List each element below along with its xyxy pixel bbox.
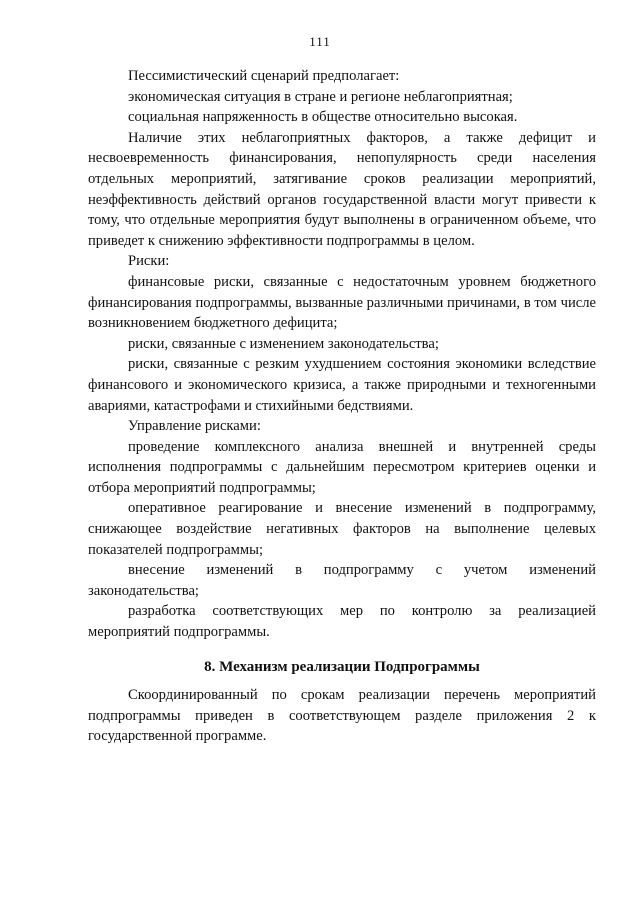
paragraph-economic-situation: экономическая ситуация в стране и регионе неблагоприятная; (128, 88, 513, 105)
document-body (88, 66, 596, 747)
paragraph-risk-management-label: Управление рисками: (128, 418, 261, 435)
paragraph-legislation-risks: риски, связанные с изменением законодательства; (128, 335, 439, 352)
paragraph-control-measures: разработка соответствующих мер по контролю за реализацией мероприятий подпрограммы. (88, 603, 596, 641)
paragraph-legislation-changes: внесение изменений в подпрограмму с учетом изменений законодательства; (88, 562, 596, 599)
paragraph-unfavorable-factors: Наличие этих неблагоприятных факторов, а также дефицит и несвоевременность финансирования, непопулярность среди населения отдельных мероприятий, затягивание сроков реализации мероприятий, неэффективность действий органов государственной власти могут привести к тому, что отдельные мероприятия будут выполнены в ограниченном объеме, что приведет к снижению эффективности подпрограммы в целом. (88, 129, 596, 249)
paragraph-operative-response: оперативное реагирование и внесение изменений в подпрограмму, снижающее воздействие негативных факторов на выполнение целевых показателей подпрограммы; (88, 500, 596, 558)
paragraph-risks-label: Риски: (128, 253, 170, 270)
paragraph-implementation-mechanism: Скоординированный по срокам реализации перечень мероприятий подпрограммы приведен в соответствующем разделе приложения 2 к государственной программе. (88, 687, 596, 745)
paragraph-social-tension: социальная напряженность в обществе относительно высокая. (128, 109, 518, 126)
paragraph-financial-risks: финансовые риски, связанные с недостаточным уровнем бюджетного финансирования подпрограммы, вызванные различными причинами, в том числе возникновением бюджетного дефицита; (88, 273, 596, 332)
paragraph-economic-risks: риски, связанные с резким ухудшением состояния экономики вследствие финансового и экономического кризиса, а также природными и техногенными авариями, катастрофами и стихийными бедствиями. (88, 356, 596, 414)
paragraph-complex-analysis: проведение комплексного анализа внешней и внутренней среды исполнения подпрограммы с дальнейшим пересмотром критериев оценки и отбора мероприятий подпрограммы; (88, 438, 596, 496)
page-number: 111 (309, 34, 331, 49)
paragraph-pessimistic-scenario: Пессимистический сценарий предполагает: (128, 68, 400, 84)
section-heading: 8. Механизм реализации Подпрограммы (204, 658, 480, 675)
